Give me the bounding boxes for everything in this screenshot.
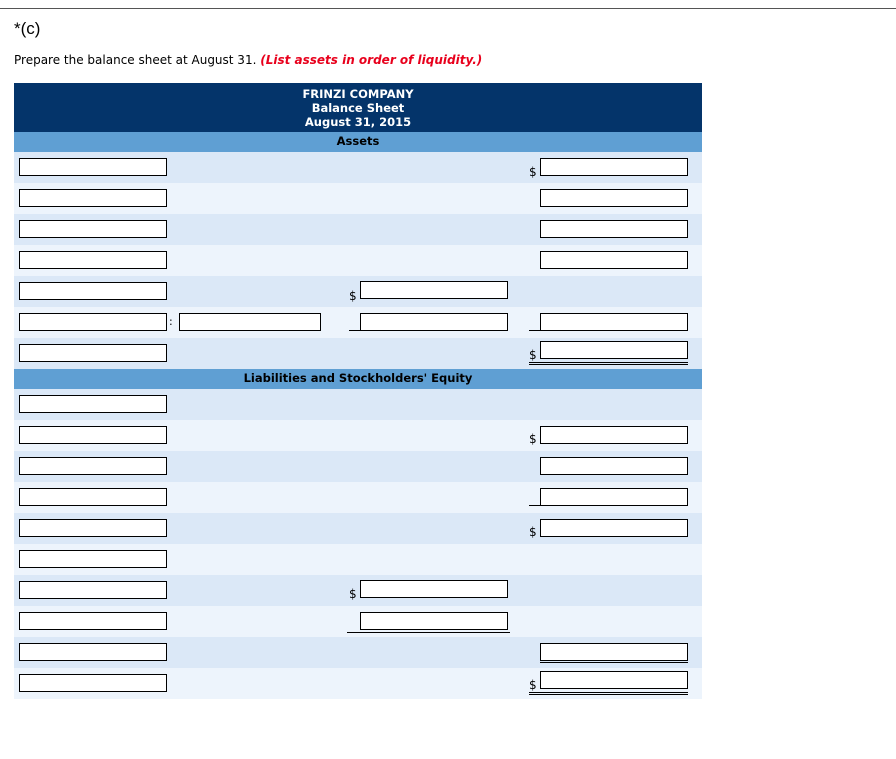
account-title-input[interactable] [19, 674, 167, 692]
table-row [14, 276, 702, 307]
part-label: *(c) [14, 19, 41, 38]
top-divider [0, 8, 896, 9]
account-title-input[interactable] [19, 395, 167, 413]
amount-input[interactable] [540, 220, 688, 238]
sheet-header [14, 83, 702, 132]
table-row [14, 214, 702, 245]
dollar-sign: $ [349, 587, 357, 601]
dollar-sign: $ [349, 289, 357, 303]
colon-separator: : [169, 315, 173, 328]
dollar-sign: $ [529, 678, 537, 692]
account-title-input[interactable] [19, 313, 167, 331]
total-liabilities-equity-input[interactable] [540, 671, 688, 689]
account-title-input[interactable] [19, 550, 167, 568]
double-underline [529, 362, 688, 365]
double-underline [529, 692, 688, 695]
underline [540, 662, 688, 663]
total-assets-input[interactable] [540, 341, 688, 359]
amount-input[interactable] [540, 457, 688, 475]
table-row [14, 482, 702, 513]
account-title-input[interactable] [19, 344, 167, 362]
amount-input[interactable] [540, 643, 688, 661]
amount-input[interactable] [540, 189, 688, 207]
table-row [14, 637, 702, 668]
amount-input[interactable] [540, 158, 688, 176]
account-title-input[interactable] [19, 643, 167, 661]
amount-input[interactable] [360, 612, 508, 630]
table-row [14, 307, 702, 338]
table-row [14, 245, 702, 276]
account-title-input[interactable] [19, 488, 167, 506]
table-row [14, 513, 702, 544]
amount-input[interactable] [360, 313, 508, 331]
dollar-sign: $ [529, 525, 537, 539]
account-title-input[interactable] [19, 158, 167, 176]
account-title-input[interactable] [19, 282, 167, 300]
table-row [14, 183, 702, 214]
account-title-input[interactable] [19, 519, 167, 537]
amount-input[interactable] [540, 251, 688, 269]
account-title-input[interactable] [19, 189, 167, 207]
account-title-input[interactable] [179, 313, 321, 331]
instructions [14, 53, 482, 67]
amount-input[interactable] [540, 313, 688, 331]
table-row [14, 575, 702, 606]
table-row [14, 668, 702, 699]
balance-sheet [14, 83, 702, 699]
table-row [14, 420, 702, 451]
account-title-input[interactable] [19, 426, 167, 444]
assets-heading: Assets [14, 132, 702, 152]
table-row [14, 606, 702, 637]
table-row [14, 389, 702, 420]
amount-input[interactable] [360, 580, 508, 598]
dollar-sign: $ [529, 165, 537, 179]
account-title-input[interactable] [19, 612, 167, 630]
statement-title: Balance Sheet [311, 101, 405, 115]
amount-input[interactable] [540, 519, 688, 537]
instructions-emphasis: (List assets in order of liquidity.) [260, 53, 483, 67]
account-title-input[interactable] [19, 457, 167, 475]
instructions-text: Prepare the balance sheet at August 31. [14, 53, 257, 67]
account-title-input[interactable] [19, 251, 167, 269]
underline [347, 632, 510, 633]
account-title-input[interactable] [19, 220, 167, 238]
table-row [14, 338, 702, 369]
statement-date: August 31, 2015 [304, 115, 412, 129]
amount-input[interactable] [360, 281, 508, 299]
company-name: FRINZI COMPANY [302, 87, 414, 101]
amount-input[interactable] [540, 488, 688, 506]
dollar-sign: $ [529, 432, 537, 446]
table-row [14, 544, 702, 575]
table-row [14, 451, 702, 482]
account-title-input[interactable] [19, 581, 167, 599]
dollar-sign: $ [529, 348, 537, 362]
liabilities-equity-heading: Liabilities and Stockholders' Equity [14, 369, 702, 389]
amount-input[interactable] [540, 426, 688, 444]
table-row [14, 152, 702, 183]
